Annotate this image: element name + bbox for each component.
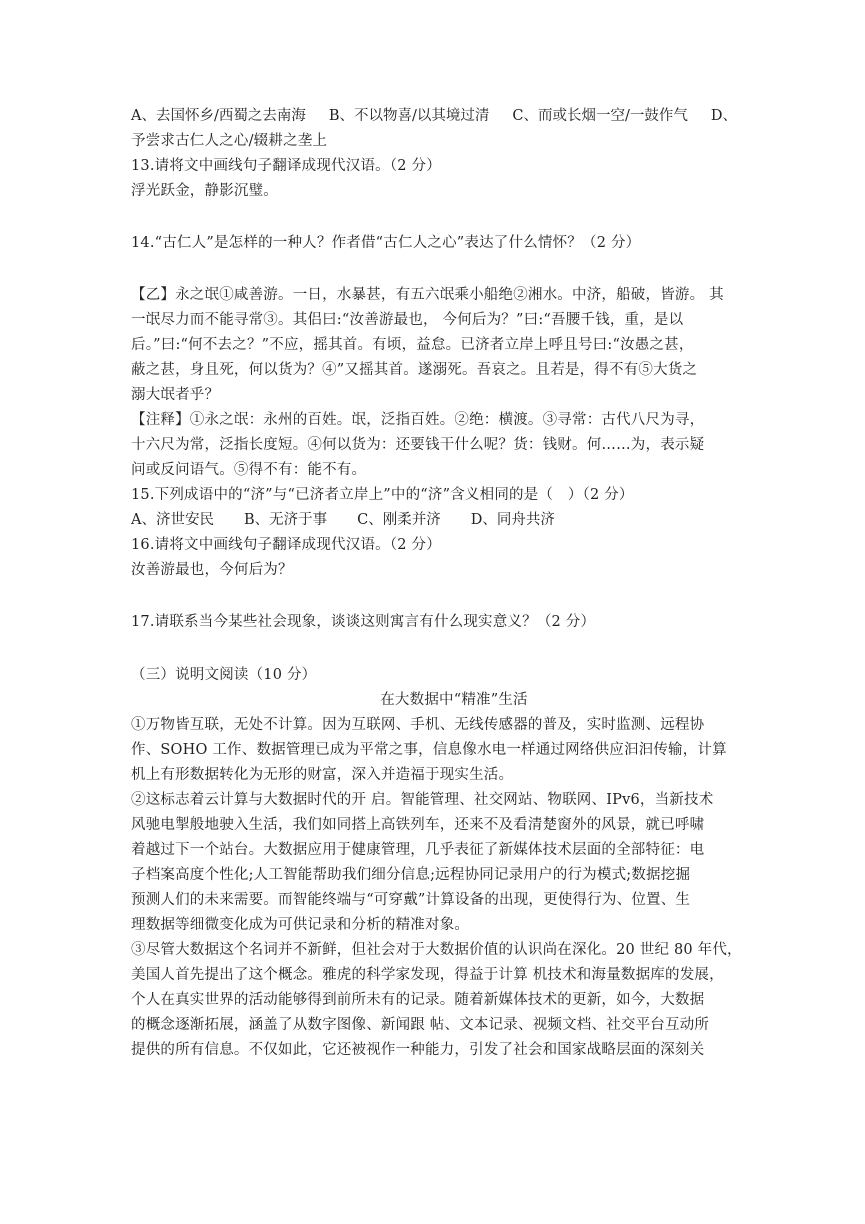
- question-15: 15.下列成语中的“济”与“已济者立岸上”中的“济”含义相同的是（ ）（2 分）: [131, 487, 634, 503]
- paragraph-1-line-2: 作、SOHO 工作、数据管理已成为平常之事，信息像水电一样通过网络供应汩汩传输，计算: [131, 742, 727, 758]
- question-16-sentence: 汝善游最也，今何后为？: [131, 562, 293, 578]
- spacer: [131, 635, 737, 663]
- paragraph-3-line-1: ③尽管大数据这个名词并不新鲜，但社会对于大数据价值的认识尚在深化。20 世纪 80 年代，: [131, 942, 742, 958]
- paragraph-3-line-5: 提供的所有信息。不仅如此，它还被视作一种能力，引发了社会和国家战略层面的深刻关: [131, 1042, 705, 1058]
- paragraph-2-line-2: 风驰电掣般地驶入生活，我们如同搭上高铁列车，还来不及看清楚窗外的风景，就已呼啸: [131, 817, 705, 833]
- paragraph-3-line-3: 个人在真实世界的活动能够得到前所未有的记录。随着新媒体技术的更新，如今，大数据: [131, 992, 705, 1008]
- question-13-sentence: 浮光跃金，静影沉璧。: [131, 183, 278, 199]
- paragraph-2-line-5: 预测人们的未来需要。而智能终端与“可穿戴”计算设备的出现，更使得行为、位置、生: [131, 892, 691, 908]
- paragraph-2-line-6: 理数据等细微变化成为可供记录和分析的精准对象。: [131, 917, 470, 933]
- notes-line-2: 十六尺为常，泛指长度短。④何以货为：还要钱干什么呢？货：钱财。何……为，表示疑: [131, 437, 705, 453]
- paragraph-2-line-3: 着越过下一个站台。大数据应用于健康管理，几乎表征了新媒体技术层面的全部特征：电: [131, 842, 705, 858]
- q15-option-c: C、刚柔并济: [357, 512, 441, 528]
- passage-yi-line-3: 后。”曰:“何不去之？”不应，摇其首。有顷，益怠。已济者立岸上呼且号曰:“汝愚之甚，: [131, 337, 694, 353]
- section-3-heading: （三）说明文阅读（10 分）: [131, 667, 317, 683]
- paragraph-2-line-1: ②这标志着云计算与大数据时代的开 启。智能管理、社交网站、物联网、IPv6，当新技术: [131, 792, 714, 808]
- option-b: B、不以物喜/以其境过清: [328, 108, 490, 124]
- question-16: 16.请将文中画线句子翻译成现代汉语。（2 分）: [131, 537, 441, 553]
- paragraph-3-line-2: 美国人首先提出了这个概念。雅虎的科学家发现，得益于计算 机技术和海量数据库的发展，: [131, 967, 724, 983]
- passage-yi-line-1: 【乙】永之氓①咸善游。一日，水暴甚，有五六氓乘小船绝②湘水。中济，船破，皆游。 其: [131, 287, 724, 303]
- spacer: [131, 204, 737, 231]
- notes-line-1: 【注释】①永之氓：永州的百姓。氓，泛指百姓。②绝：横渡。③寻常：古代八尺为寻，: [131, 412, 705, 428]
- passage-yi-line-4: 蔽之甚，身且死，何以货为？④”又摇其首。遂溺死。吾哀之。且若是，得不有⑤大货之: [131, 362, 698, 378]
- q15-option-b: B、无济于事: [243, 512, 328, 528]
- option-d-label: D、: [710, 108, 737, 124]
- option-c: C、而或长烟一空/一鼓作气: [512, 108, 688, 124]
- notes-line-3: 问或反问语气。⑤得不有：能不有。: [131, 462, 367, 478]
- question-14: 14.“古仁人”是怎样的一种人？作者借“古仁人之心”表达了什么情怀？（2 分）: [131, 235, 641, 251]
- question-13: 13.请将文中画线句子翻译成现代汉语。（2 分）: [131, 158, 441, 174]
- q15-options-row: [131, 508, 737, 533]
- passage-yi-line-2: 一氓尽力而不能寻常③。其侣曰:“汝善游最也， 今何后为？”曰:“吾腰千钱，重，是以: [131, 312, 684, 328]
- q12-options-row: [131, 104, 737, 129]
- spacer: [131, 583, 737, 610]
- paragraph-1-line-1: ①万物皆互联，无处不计算。因为互联网、手机、无线传感器的普及，实时监测、远程协: [131, 717, 705, 733]
- paragraph-2-line-4: 子档案高度个性化;人工智能帮助我们细分信息;远程协同记录用户的行为模式;数据挖掘: [131, 867, 691, 883]
- spacer: [131, 256, 737, 283]
- document-page: [131, 104, 742, 1063]
- q15-option-a: A、济世安民: [131, 512, 214, 528]
- question-17: 17.请联系当今某些社会现象，谈谈这则寓言有什么现实意义？（2 分）: [131, 614, 596, 630]
- passage-yi-line-5: 溺大氓者乎？: [131, 387, 220, 403]
- option-a: A、去国怀乡/西蜀之去南海: [131, 108, 306, 124]
- option-d-text: 予尝求古仁人之心/辍耕之垄上: [131, 133, 328, 149]
- article-title: 在大数据中“精准”生活: [380, 692, 528, 708]
- q15-option-d: D、同舟共济: [470, 512, 555, 528]
- paragraph-1-line-3: 机上有形数据转化为无形的财富，深入并造福于现实生活。: [131, 767, 514, 783]
- paragraph-3-line-4: 的概念逐渐拓展，涵盖了从数字图像、新闻跟 帖、文本记录、视频文档、社交平台互动所: [131, 1017, 710, 1033]
